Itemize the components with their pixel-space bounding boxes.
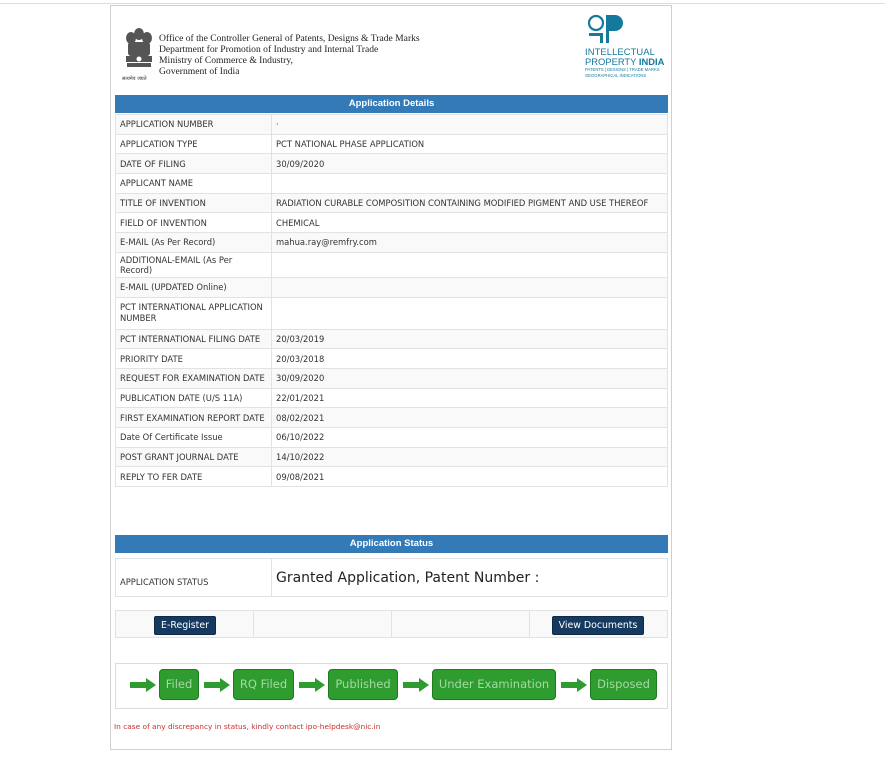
table-row <box>116 233 668 253</box>
row-label: REPLY TO FER DATE <box>116 467 272 487</box>
row-value: mahua.ray@remfry.com <box>272 233 668 253</box>
arrow-right-icon <box>130 678 156 692</box>
row-label: REQUEST FOR EXAMINATION DATE <box>116 368 272 388</box>
row-value: CHEMICAL <box>272 213 668 233</box>
arrow-right-icon <box>299 678 325 692</box>
row-value: 22/01/2021 <box>272 388 668 408</box>
row-value: 20/03/2018 <box>272 349 668 369</box>
ip-india-logo <box>585 13 667 85</box>
table-row <box>116 368 668 388</box>
view-documents-button[interactable]: View Documents <box>552 616 644 635</box>
row-label: APPLICANT NAME <box>116 174 272 194</box>
application-details-heading: Application Details <box>115 95 668 113</box>
e-register-button[interactable]: E-Register <box>154 616 216 635</box>
row-label: FIRST EXAMINATION REPORT DATE <box>116 408 272 428</box>
row-value: 14/10/2022 <box>272 447 668 467</box>
table-row <box>116 427 668 447</box>
table-row <box>116 252 668 277</box>
table-row <box>116 388 668 408</box>
row-label: DATE OF FILING <box>116 154 272 174</box>
row-label: APPLICATION NUMBER <box>116 115 272 135</box>
stage-filed: Filed <box>159 669 199 700</box>
status-value: Granted Application, Patent Number : <box>272 559 668 597</box>
table-row <box>116 115 668 135</box>
stage-published: Published <box>328 669 398 700</box>
row-label: PCT INTERNATIONAL APPLICATION NUMBER <box>116 297 272 329</box>
row-value: 30/09/2020 <box>272 368 668 388</box>
stage-rq-filed: RQ Filed <box>233 669 294 700</box>
row-label: E-MAIL (As Per Record) <box>116 233 272 253</box>
row-label: ADDITIONAL-EMAIL (As Per Record) <box>116 252 272 277</box>
row-label: POST GRANT JOURNAL DATE <box>116 447 272 467</box>
status-flow <box>115 663 668 709</box>
application-details-table <box>115 114 668 487</box>
table-row <box>116 277 668 297</box>
application-status-table <box>115 558 668 597</box>
row-label: Date Of Certificate Issue <box>116 427 272 447</box>
application-page <box>110 5 672 750</box>
office-line-4: Government of India <box>159 66 240 77</box>
table-row <box>116 467 668 487</box>
table-row <box>116 213 668 233</box>
row-value: · <box>272 115 668 135</box>
row-label: FIELD OF INVENTION <box>116 213 272 233</box>
ip-india-wordmark <box>585 47 664 78</box>
row-label: PRIORITY DATE <box>116 349 272 369</box>
action-cell-1 <box>116 611 254 637</box>
row-value: 30/09/2020 <box>272 154 668 174</box>
stage-disposed: Disposed <box>590 669 657 700</box>
row-label: PUBLICATION DATE (U/S 11A) <box>116 388 272 408</box>
office-line-2: Department for Promotion of Industry and Internal Trade <box>159 44 379 55</box>
top-divider <box>0 3 885 4</box>
table-row <box>116 408 668 428</box>
table-row <box>116 447 668 467</box>
table-row <box>116 329 668 349</box>
row-value <box>272 297 668 329</box>
row-value <box>272 252 668 277</box>
table-row <box>116 349 668 369</box>
logo-line-2 <box>585 57 664 67</box>
stage-under-examination: Under Examination <box>432 669 556 700</box>
status-row <box>116 559 668 597</box>
table-row <box>116 134 668 154</box>
row-value: 08/02/2021 <box>272 408 668 428</box>
action-cell-2 <box>254 611 392 637</box>
logo-sub-1: PATENTS | DESIGNS | TRADE MARKS <box>585 67 660 72</box>
logo-sub-2: GEOGRAPHICAL INDICATIONS <box>585 72 647 78</box>
emblem-caption: सत्यमेव जयते <box>122 76 147 82</box>
logo-line-1: INTELLECTUAL <box>585 46 655 57</box>
status-label: APPLICATION STATUS <box>116 559 272 597</box>
office-line-1: Office of the Controller General of Patents, Designs & Trade Marks <box>159 33 420 44</box>
row-label: APPLICATION TYPE <box>116 134 272 154</box>
arrow-right-icon <box>561 678 587 692</box>
row-value: 06/10/2022 <box>272 427 668 447</box>
row-value: 09/08/2021 <box>272 467 668 487</box>
page-header <box>111 6 671 96</box>
row-value: PCT NATIONAL PHASE APPLICATION <box>272 134 668 154</box>
action-cell-3 <box>392 611 530 637</box>
discrepancy-notice: In case of any discrepancy in status, kindly contact ipo-helpdesk@nic.in <box>114 722 381 731</box>
table-row <box>116 297 668 329</box>
row-value <box>272 174 668 194</box>
action-row <box>115 610 668 638</box>
row-value: 20/03/2019 <box>272 329 668 349</box>
office-name <box>159 33 420 77</box>
arrow-right-icon <box>204 678 230 692</box>
logo-line-2a: PROPERTY <box>585 56 639 67</box>
action-cell-4 <box>530 611 667 637</box>
row-value: RADIATION CURABLE COMPOSITION CONTAINING MODIFIED PIGMENT AND USE THEREOF <box>272 193 668 213</box>
row-label: PCT INTERNATIONAL FILING DATE <box>116 329 272 349</box>
table-row <box>116 154 668 174</box>
arrow-right-icon <box>403 678 429 692</box>
application-status-heading: Application Status <box>115 535 668 553</box>
office-line-3: Ministry of Commerce & Industry, <box>159 55 293 66</box>
row-value <box>272 277 668 297</box>
row-label: TITLE OF INVENTION <box>116 193 272 213</box>
table-row <box>116 193 668 213</box>
table-row <box>116 174 668 194</box>
logo-line-2b: INDIA <box>638 56 665 67</box>
row-label: E-MAIL (UPDATED Online) <box>116 277 272 297</box>
ip-india-mark-icon <box>587 13 623 45</box>
